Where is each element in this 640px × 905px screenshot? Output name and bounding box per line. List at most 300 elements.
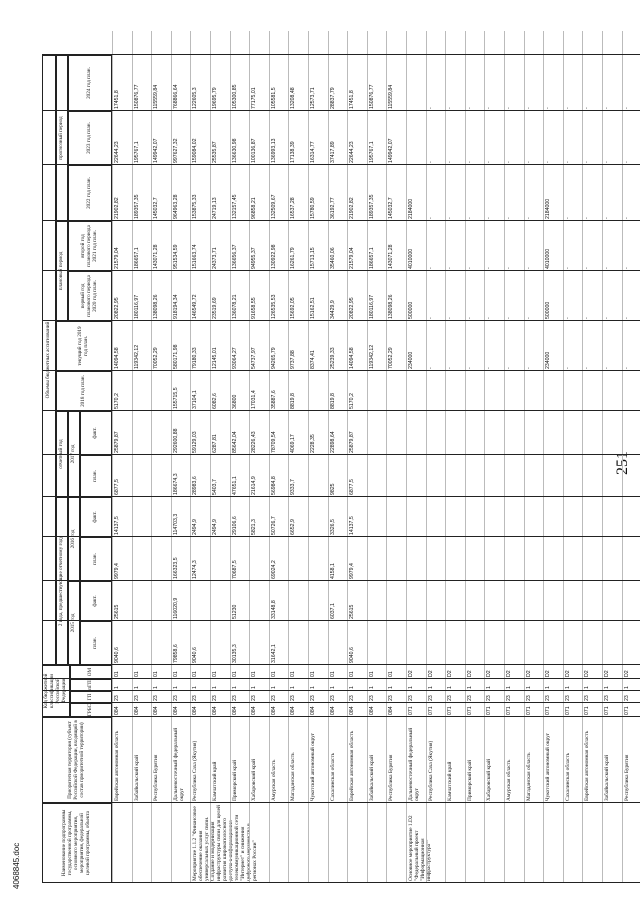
cell-om: 01: [329, 671, 336, 677]
cell-k: -: [506, 217, 512, 219]
cell-pgp: 1: [114, 686, 120, 689]
cell-grbs: 084: [251, 706, 258, 715]
column-line: [42, 620, 640, 621]
cell-j: 21579,04: [349, 247, 356, 269]
cell-i: 15162,51: [310, 297, 316, 319]
cell-i: -: [486, 317, 493, 319]
cell-j: -: [427, 267, 434, 269]
cell-om: 01: [368, 671, 375, 677]
cell-m: 12573,71: [310, 87, 316, 109]
header-2017: 2017 год: [68, 411, 80, 497]
cell-pgp: 1: [525, 686, 532, 689]
cell-m: 122605,3: [192, 87, 199, 109]
cell-grbs: 084: [290, 706, 297, 715]
cell-m: -: [525, 107, 532, 109]
cell-l: -: [584, 161, 591, 163]
cell-pgp: 1: [329, 686, 336, 689]
cell-om: 01: [192, 671, 199, 677]
cell-f: 292600,88: [172, 428, 179, 453]
cell-c: 4158,1: [329, 563, 336, 579]
row-divider: [445, 31, 446, 883]
header-2018: 2018 год план.: [56, 371, 112, 411]
cell-j: -: [584, 267, 591, 269]
row-divider: [367, 31, 368, 883]
cell-om: 01: [290, 671, 297, 677]
cell-c2: Сахалинская область: [564, 752, 571, 801]
cell-i: 20822,95: [114, 297, 120, 319]
cell-c2: Амурская область: [506, 759, 512, 801]
cell-pgp: 1: [270, 686, 277, 689]
cell-om: D2: [486, 670, 493, 677]
cell-g: 6082,6: [212, 393, 218, 409]
cell-gp: 23: [231, 695, 238, 701]
cell-k: -: [525, 217, 532, 219]
row-divider: [112, 31, 113, 883]
cell-c: 70687,5: [231, 560, 238, 579]
cell-l: -: [427, 161, 434, 163]
cell-gp: 23: [388, 695, 395, 701]
cell-k: 21902,82: [349, 197, 356, 219]
column-line: [42, 702, 640, 703]
header-forecast: прогнозный период: [56, 55, 68, 221]
cell-om: 01: [153, 671, 160, 677]
cell-m: 115559,84: [388, 84, 395, 109]
cell-gp: 23: [466, 695, 473, 701]
cell-h: 234000: [545, 351, 552, 369]
cell-k: 132157,45: [231, 194, 238, 219]
header-pgp: пГП: [70, 679, 112, 691]
cell-gp: 23: [623, 695, 630, 701]
cell-m: -: [427, 107, 434, 109]
cell-i: 146549,72: [192, 294, 199, 319]
cell-c2: Республика Саха (Якутия): [427, 740, 434, 801]
cell-c: 69024,2: [270, 560, 277, 579]
cell-a: 9040,6: [114, 647, 120, 663]
cell-gp: 23: [545, 695, 552, 701]
cell-j: -: [525, 267, 532, 269]
cell-j: 130922,98: [270, 244, 277, 269]
cell-i: 20822,95: [349, 297, 356, 319]
cell-h: -: [427, 367, 434, 369]
cell-grbs: 071: [525, 706, 532, 715]
cell-pgp: 1: [486, 686, 493, 689]
cell-m: -: [447, 107, 454, 109]
cell-l: 100136,87: [251, 138, 258, 163]
cell-g: 5170,2: [114, 393, 120, 409]
cell-i: 23519,69: [212, 297, 218, 319]
cell-grbs: 084: [133, 706, 140, 715]
cell-grbs: 071: [623, 706, 630, 715]
cell-om: 01: [133, 671, 140, 677]
cell-j: 4010000: [408, 248, 414, 269]
cell-pgp: 1: [290, 686, 297, 689]
cell-l: -: [525, 161, 532, 163]
column-line: [42, 802, 640, 803]
cell-e: 28983,6: [192, 476, 199, 495]
cell-b: 6037,1: [329, 603, 336, 619]
cell-h: 14094,58: [349, 347, 356, 369]
row-divider: [504, 31, 505, 883]
cell-i: -: [604, 317, 610, 319]
cell-pgp: 1: [506, 686, 512, 689]
cell-m: -: [506, 107, 512, 109]
cell-gp: 23: [114, 695, 120, 701]
cell-g: 8819,8: [290, 393, 297, 409]
cell-h: -: [506, 367, 512, 369]
cell-h: -: [525, 367, 532, 369]
cell-e: 5403,7: [212, 479, 218, 495]
cell-k: 2184000: [545, 198, 552, 219]
cell-c2: Амурская область: [270, 759, 277, 801]
cell-l: 159084,02: [192, 138, 199, 163]
column-line: [42, 690, 640, 691]
cell-e: 6877,5: [114, 479, 120, 495]
cell-i: -: [584, 317, 591, 319]
cell-k: -: [486, 217, 493, 219]
cell-c2: Приморский край: [231, 760, 238, 801]
cell-l: 149942,07: [388, 138, 395, 163]
cell-c2: Сахалинская область: [329, 752, 336, 801]
cell-pgp: 1: [212, 686, 218, 689]
column-line: [42, 580, 640, 581]
column-line: [42, 110, 640, 111]
cell-e: 186674,3: [172, 473, 179, 495]
row-divider: [426, 31, 427, 883]
cell-a: 79858,6: [172, 644, 179, 663]
header-2016: 2016 год: [68, 497, 80, 581]
cell-gp: 23: [349, 695, 356, 701]
cell-k: 2184000: [408, 198, 414, 219]
cell-pgp: 1: [231, 686, 238, 689]
header-fact-d: факт.: [80, 497, 112, 537]
cell-i: 34429,9: [329, 300, 336, 319]
row-divider: [308, 31, 309, 883]
cell-pgp: 1: [604, 686, 610, 689]
cell-om: D2: [447, 670, 454, 677]
cell-d: 14137,5: [349, 516, 356, 535]
cell-m: 17451,8: [349, 90, 356, 109]
cell-d: 2494,9: [212, 519, 218, 535]
cell-b: 25615: [114, 604, 120, 619]
cell-l: 997627,32: [172, 138, 179, 163]
cell-gp: 23: [192, 695, 199, 701]
cell-i: 91658,55: [251, 297, 258, 319]
cell-a: 9040,6: [192, 647, 199, 663]
row-divider: [328, 31, 329, 883]
cell-d: 5821,3: [251, 519, 258, 535]
cell-l: -: [447, 161, 454, 163]
cell-l: -: [466, 161, 473, 163]
cell-gp: 23: [408, 695, 414, 701]
cell-m: -: [623, 107, 630, 109]
cell-d: 14137,5: [114, 516, 120, 535]
cell-pgp: 1: [466, 686, 473, 689]
cell-g: 8819,8: [329, 393, 336, 409]
cell-c2: Еврейская автономная область: [114, 730, 120, 801]
cell-i: 138098,26: [153, 294, 160, 319]
cell-j: -: [604, 267, 610, 269]
cell-h: 70052,29: [153, 347, 160, 369]
cell-k: -: [604, 217, 610, 219]
cell-gp: 23: [212, 695, 218, 701]
cell-grbs: 071: [545, 706, 552, 715]
cell-l: 16314,77: [310, 141, 316, 163]
cell-grbs: 084: [172, 706, 179, 715]
cell-e: 6877,5: [349, 479, 356, 495]
cell-grbs: 071: [447, 706, 454, 715]
cell-j: 15713,15: [310, 247, 316, 269]
cell-pgp: 1: [133, 686, 140, 689]
cell-gp: 23: [290, 695, 297, 701]
cell-m: 768866,64: [172, 84, 179, 109]
cell-d: 6652,9: [290, 519, 297, 535]
cell-k: -: [427, 217, 434, 219]
cell-k: -: [623, 217, 630, 219]
cell-gp: 23: [604, 695, 610, 701]
cell-pgp: 1: [310, 686, 316, 689]
column-line: [42, 882, 640, 883]
cell-c2: Магаданская область: [290, 752, 297, 801]
cell-gp: 23: [525, 695, 532, 701]
column-line: [42, 370, 640, 371]
header-plan-c: план.: [80, 537, 112, 581]
cell-c2: Республика Бурятия: [623, 754, 630, 801]
cell-g: 17031,4: [251, 390, 258, 409]
cell-c1: Основное мероприятие 1.D2 "Федеральный проект "Информационная инфраструктура"": [408, 815, 432, 881]
cell-grbs: 071: [466, 706, 473, 715]
header-kbk: Код бюджетной классификации Российской Федерации: [42, 665, 70, 717]
cell-om: D2: [427, 670, 434, 677]
header-p2: второй год планового периода 2021 год план.: [68, 221, 112, 271]
cell-j: 143071,28: [153, 244, 160, 269]
cell-m: 17451,8: [114, 90, 120, 109]
header-2023: 2023 год план.: [68, 111, 112, 165]
cell-j: 151663,74: [192, 244, 199, 269]
cell-e: 9333,7: [290, 479, 297, 495]
cell-c2: Приморский край: [466, 760, 473, 801]
cell-k: 36192,77: [329, 197, 336, 219]
row-divider: [210, 31, 211, 883]
header-report: отчетный год: [56, 411, 68, 497]
cell-om: D2: [623, 670, 630, 677]
cell-k: 145032,7: [153, 197, 160, 219]
cell-c2: Чукотский автономный округ: [545, 733, 552, 801]
cell-m: 150876,77: [368, 84, 375, 109]
cell-m: 105581,5: [270, 87, 277, 109]
cell-j: 24373,71: [212, 247, 218, 269]
header-col-territory: Приоритетная территория (субъект Российской Федерации, входящий в состав приоритетной территории): [42, 717, 112, 803]
cell-f: 6287,81: [212, 434, 218, 453]
row-divider: [249, 31, 250, 883]
column-line: [42, 678, 640, 679]
cell-h: 119342,12: [133, 344, 140, 369]
cell-i: -: [447, 317, 454, 319]
cell-g: 37104,1: [192, 390, 199, 409]
cell-h: 79180,33: [192, 347, 199, 369]
cell-m: -: [486, 107, 493, 109]
cell-gp: 23: [153, 695, 160, 701]
cell-j: 16261,79: [290, 247, 297, 269]
header-2015: 2015 год: [68, 581, 80, 665]
cell-i: 136078,21: [231, 294, 238, 319]
cell-c2: Чукотский автономный округ: [310, 733, 316, 801]
cell-h: 93064,27: [231, 347, 238, 369]
cell-h: 234000: [408, 351, 414, 369]
header-fact-b: факт.: [80, 581, 112, 621]
row-divider: [524, 31, 525, 883]
cell-j: -: [564, 267, 571, 269]
cell-m: -: [545, 107, 552, 109]
cell-gp: 23: [172, 695, 179, 701]
cell-i: 15692,05: [290, 297, 297, 319]
cell-m: 105300,85: [231, 84, 238, 109]
cell-k: 24719,13: [212, 197, 218, 219]
row-divider: [230, 31, 231, 883]
page-number: 251: [614, 451, 631, 475]
cell-i: -: [427, 317, 434, 319]
column-line: [42, 664, 640, 665]
cell-gp: 23: [447, 695, 454, 701]
cell-m: 150876,77: [133, 84, 140, 109]
cell-h: 70052,29: [388, 347, 395, 369]
cell-l: -: [486, 161, 493, 163]
cell-l: 22644,23: [349, 141, 356, 163]
cell-j: 94955,37: [251, 247, 258, 269]
cell-pgp: 1: [172, 686, 179, 689]
cell-h: 119342,12: [368, 344, 375, 369]
cell-h: 14094,58: [114, 347, 120, 369]
cell-m: 13208,48: [290, 87, 297, 109]
cell-pgp: 1: [447, 686, 454, 689]
cell-grbs: 084: [388, 706, 395, 715]
cell-l: -: [604, 161, 610, 163]
cell-f: 4069,17: [290, 434, 297, 453]
cell-a: 9040,6: [349, 647, 356, 663]
cell-e: 56984,8: [270, 476, 277, 495]
cell-i: 126535,53: [270, 294, 277, 319]
cell-pgp: 1: [192, 686, 199, 689]
column-line: [42, 716, 640, 717]
cell-h: 9737,88: [290, 350, 297, 369]
cell-b: 33148,8: [270, 600, 277, 619]
cell-k: 189357,35: [133, 194, 140, 219]
cell-m: -: [564, 107, 571, 109]
cell-c2: Еврейская автономная область: [349, 730, 356, 801]
cell-l: 37417,89: [329, 141, 336, 163]
header-plan-e: план.: [80, 455, 112, 497]
cell-k: -: [447, 217, 454, 219]
column-line: [42, 54, 640, 55]
cell-om: 01: [114, 671, 120, 677]
cell-i: 138098,26: [388, 294, 395, 319]
cell-m: -: [584, 107, 591, 109]
cell-e: 21614,9: [251, 476, 258, 495]
cell-f: 2228,35: [310, 434, 316, 453]
cell-om: 01: [172, 671, 179, 677]
header-plan-a: план.: [80, 621, 112, 665]
header-fact-f: факт.: [80, 411, 112, 455]
cell-om: 01: [270, 671, 277, 677]
cell-h: -: [466, 367, 473, 369]
cell-k: 964963,28: [172, 194, 179, 219]
cell-h: -: [447, 367, 454, 369]
cell-j: -: [447, 267, 454, 269]
cell-e: 47651,1: [231, 476, 238, 495]
row-divider: [132, 31, 133, 883]
cell-l: 136630,98: [231, 138, 238, 163]
row-divider: [269, 31, 270, 883]
cell-gp: 23: [506, 695, 512, 701]
cell-grbs: 084: [329, 706, 336, 715]
row-divider: [602, 31, 603, 883]
cell-pgp: 1: [388, 686, 395, 689]
cell-gp: 23: [270, 695, 277, 701]
cell-l: 195767,1: [133, 141, 140, 163]
cell-d: 50726,7: [270, 516, 277, 535]
cell-c2: Хабаровский край: [486, 758, 493, 801]
column-line: [42, 270, 640, 271]
row-divider: [171, 31, 172, 883]
cell-om: 01: [349, 671, 356, 677]
cell-d: 114703,3: [172, 513, 179, 535]
cell-k: 16537,28: [290, 197, 297, 219]
cell-j: 21579,04: [114, 247, 120, 269]
cell-om: 01: [212, 671, 218, 677]
cell-grbs: 084: [310, 706, 316, 715]
cell-om: 01: [251, 671, 258, 677]
header-planperiod: плановый период: [56, 221, 68, 321]
cell-h: 54737,97: [251, 347, 258, 369]
cell-grbs: 084: [192, 706, 199, 715]
cell-grbs: 084: [349, 706, 356, 715]
cell-j: 143071,28: [388, 244, 395, 269]
cell-k: 21902,82: [114, 197, 120, 219]
cell-j: -: [486, 267, 493, 269]
footer-doc-name: 4068845.doc: [12, 842, 21, 889]
cell-i: -: [623, 317, 630, 319]
cell-k: 132509,67: [270, 194, 277, 219]
cell-l: -: [564, 161, 571, 163]
header-gp: ГП: [70, 691, 112, 703]
cell-c2: Забайкальский край: [368, 755, 375, 801]
cell-j: -: [623, 267, 630, 269]
cell-i: -: [466, 317, 473, 319]
header-om: ОМ: [70, 665, 112, 679]
header-p1: первый год планового периода 2020 год план.: [68, 271, 112, 321]
cell-l: 149942,07: [153, 138, 160, 163]
cell-j: 136656,37: [231, 244, 238, 269]
cell-grbs: 071: [427, 706, 434, 715]
cell-c2: Республика Саха (Якутия): [192, 740, 199, 801]
cell-grbs: 071: [564, 706, 571, 715]
cell-c2: Еврейская автономная область: [584, 730, 591, 801]
column-line: [42, 496, 640, 497]
cell-grbs: 071: [604, 706, 610, 715]
cell-h: 25239,33: [329, 347, 336, 369]
cell-grbs: 071: [584, 706, 591, 715]
cell-j: 186657,1: [133, 247, 140, 269]
cell-grbs: 084: [270, 706, 277, 715]
cell-gp: 23: [486, 695, 493, 701]
cell-om: D2: [466, 670, 473, 677]
cell-om: D2: [545, 670, 552, 677]
cell-c2: Республика Бурятия: [153, 754, 160, 801]
cell-grbs: 084: [114, 706, 120, 715]
cell-c2: Забайкальский край: [604, 755, 610, 801]
cell-gp: 23: [584, 695, 591, 701]
header-2024: 2024 год план.: [68, 55, 112, 111]
cell-om: D2: [584, 670, 591, 677]
